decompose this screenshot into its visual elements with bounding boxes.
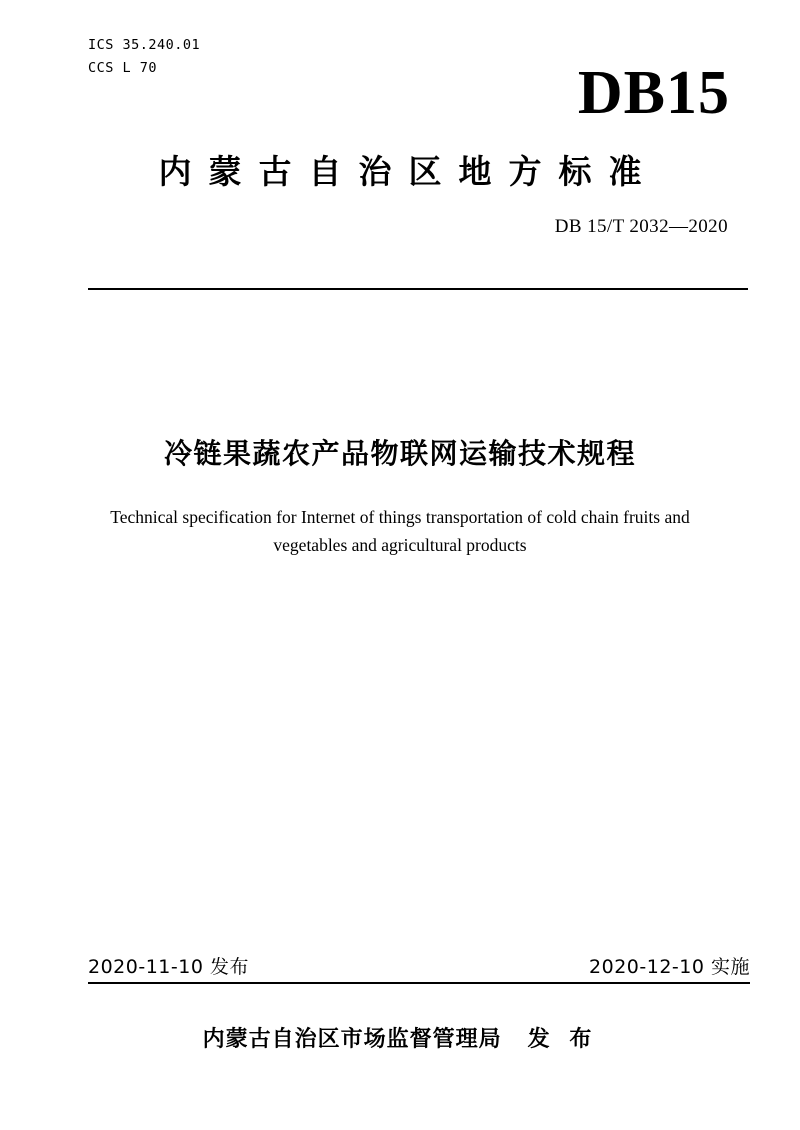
issuer-action: 发 布: [527, 1027, 598, 1052]
standard-mark-db15: DB15: [577, 59, 730, 127]
issuer-line: [0, 1022, 800, 1053]
document-title-cn: 冷链果蔬农产品物联网运输技术规程: [163, 437, 636, 470]
header-divider: [88, 288, 748, 290]
ccs-code: CCS L 70: [88, 60, 158, 77]
issue-date: 2020-11-10 发布: [88, 956, 249, 978]
effective-date: 2020-12-10 实施: [589, 956, 750, 978]
footer-divider: [88, 982, 750, 984]
standard-number: DB 15/T 2032—2020: [554, 216, 728, 237]
document-title-en: Technical specification for Internet of things transportation of cold chain fruits and vegetables and agricultural products: [110, 507, 690, 555]
classification-codes: [88, 34, 200, 80]
ics-code: ICS 35.240.01: [88, 37, 201, 53]
standard-name-cn: 内蒙古自治区地方标准: [158, 152, 659, 191]
issuer-name: 内蒙古自治区市场监督管理局: [202, 1027, 502, 1052]
footer-dates: [88, 952, 750, 979]
